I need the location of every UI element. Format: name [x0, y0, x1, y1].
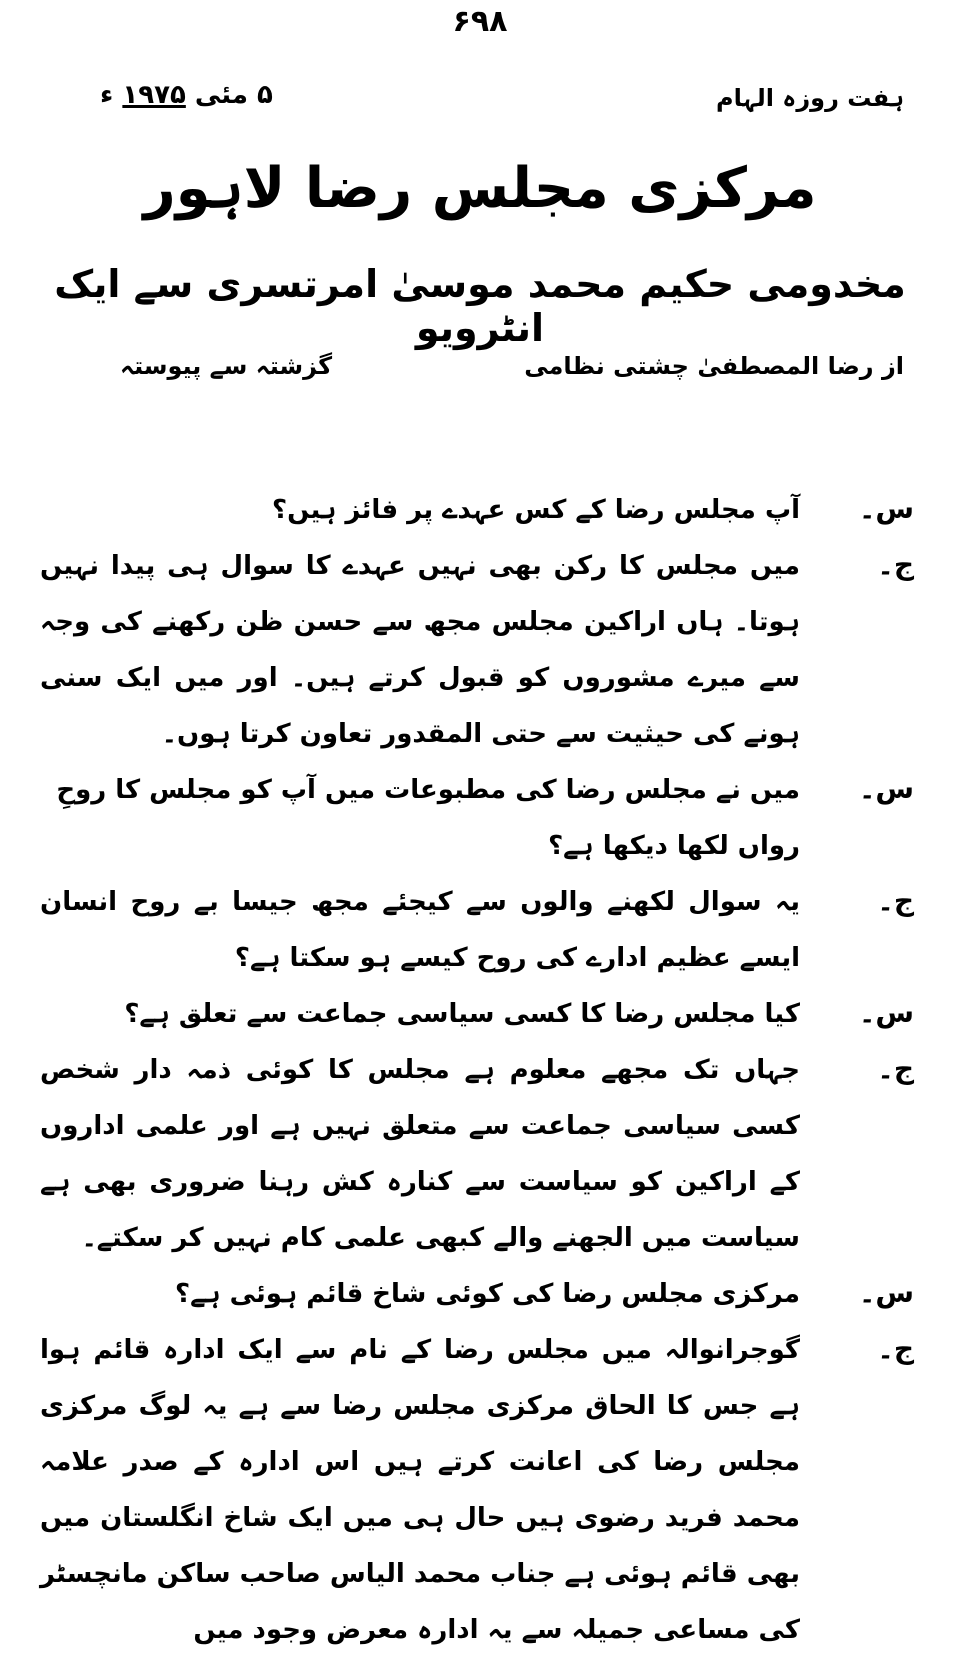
answer-label: ج۔ [877, 884, 914, 917]
continued-note: گزشتہ سے پیوستہ [120, 352, 333, 380]
question-text: کیا مجلس رضا کا کسی سیاسی جماعت سے تعلق ہے؟ [124, 999, 800, 1029]
author-byline: از رضا المصطفیٰ چشتی نظامی [524, 352, 904, 380]
publication-name: ہفت روزہ الہام [716, 84, 904, 112]
answer-text: گوجرانوالہ میں مجلس رضا کے نام سے ایک ادارہ قائم ہوا ہے جس کا الحاق مرکزی مجلس رضا سے ہے یہ لوگ مرکزی مجلس رضا کی اعانت کرتے ہیں اس ادارہ کے صدر علامہ محمد فرید رضوی ہیں حال ہی میں ایک شاخ انگلستان میں بھی قائم ہوئی ہے جناب محمد الیاس صاحب ساکن مانچسٹر کی مساعی جمیلہ سے یہ ادارہ معرض وجود میں [40, 1335, 800, 1645]
question-label: س۔ [858, 996, 914, 1029]
interview-question [40, 986, 920, 1042]
interview-question [40, 762, 920, 874]
publication-date [100, 80, 273, 110]
interview-question [40, 1266, 920, 1322]
answer-label: ج۔ [877, 548, 914, 581]
date-day-month: ۵ مئی [194, 80, 273, 110]
question-label: س۔ [858, 1276, 914, 1309]
answer-text: جہاں تک مجھے معلوم ہے مجلس کا کوئی ذمہ دار شخص کسی سیاسی جماعت سے متعلق نہیں ہے اور علمی اداروں کے اراکین کو سیاست سے کنارہ کش رہنا ضروری بھی ہے سیاست میں الجھنے والے کبھی علمی کام نہیں کر سکتے۔ [40, 1055, 800, 1253]
interview-question [40, 482, 920, 538]
date-year: ۱۹۷۵ [122, 80, 186, 110]
answer-label: ج۔ [877, 1052, 914, 1085]
question-label: س۔ [858, 772, 914, 805]
date-era: ء [100, 80, 114, 110]
page-title: مرکزی مجلس رضا لاہور [143, 156, 817, 221]
interview-answer [40, 1042, 920, 1266]
interview-list [40, 482, 920, 1658]
answer-text: میں مجلس کا رکن بھی نہیں عہدے کا سوال ہی پیدا نہیں ہوتا۔ ہاں اراکین مجلس مجھ سے حسن ظن رکھنے کی وجہ سے میرے مشوروں کو قبول کرتے ہیں۔ اور میں ایک سنی ہونے کی حیثیت سے حتی المقدور تعاون کرتا ہوں۔ [40, 551, 800, 749]
question-text: مرکزی مجلس رضا کی کوئی شاخ قائم ہوئی ہے؟ [175, 1279, 800, 1309]
answer-label: ج۔ [877, 1332, 914, 1365]
page-subtitle: مخدومی حکیم محمد موسیٰ امرتسری سے ایک انٹرویو [54, 262, 906, 350]
page-number: ۶۹۸ [452, 4, 508, 39]
question-label: س۔ [858, 492, 914, 525]
answer-text: یہ سوال لکھنے والوں سے کیجئے مجھ جیسا بے روح انسان ایسے عظیم ادارے کی روح کیسے ہو سکتا ہے؟ [40, 887, 800, 973]
interview-answer [40, 538, 920, 762]
question-text: آپ مجلس رضا کے کس عہدے پر فائز ہیں؟ [272, 495, 800, 525]
question-text: میں نے مجلس رضا کی مطبوعات میں آپ کو مجلس کا روحِ رواں لکھا دیکھا ہے؟ [56, 775, 800, 861]
interview-answer [40, 1322, 920, 1658]
interview-answer [40, 874, 920, 986]
